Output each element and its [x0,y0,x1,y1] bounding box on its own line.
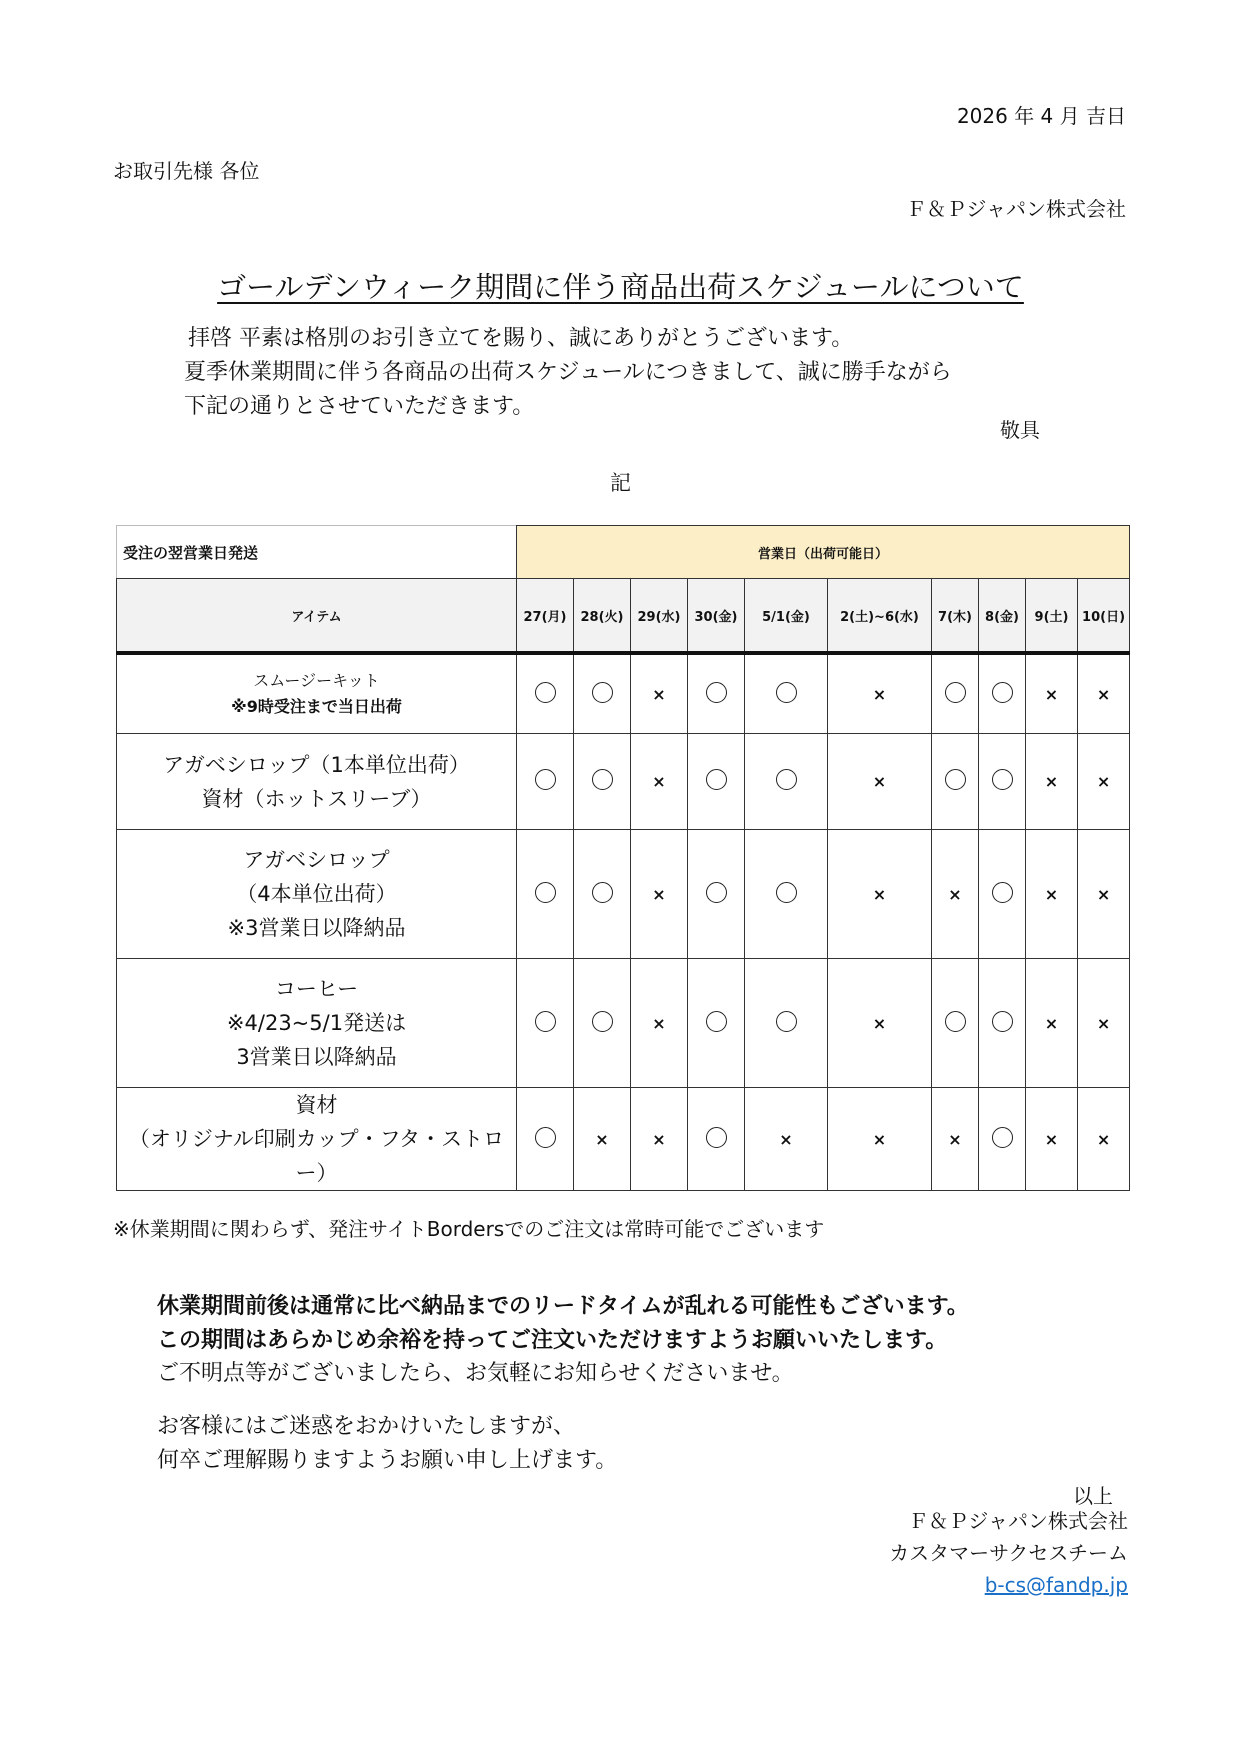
circle-mark-icon [992,769,1013,790]
greeting-line-1: 拝啓 平素は格別のお引き立てを賜り、誠にありがとうございます。 [188,326,854,351]
availability-cell [1078,830,1130,959]
availability-cell [745,830,828,959]
cross-mark-icon: × [1096,772,1111,791]
availability-cell [688,734,745,830]
item-name-cell [117,653,517,734]
availability-cell [1026,734,1078,830]
availability-cell [631,959,688,1088]
availability-cell [574,959,631,1088]
availability-cell [1026,830,1078,959]
availability-cell [631,734,688,830]
cross-mark-icon: × [595,1129,609,1149]
item-name-line: （4本単位出荷） [236,882,397,906]
availability-cell [979,830,1026,959]
business-days-header: 営業日（出荷可能日） [517,526,1130,579]
circle-mark-icon [706,682,727,703]
item-name-line: アガベシロップ [243,848,390,872]
circle-mark-icon [535,1127,556,1148]
day-header: 29(水) [631,579,688,654]
day-header: 9(土) [1026,579,1078,654]
circle-mark-icon [706,1011,727,1032]
circle-mark-icon [776,682,797,703]
availability-cell [574,830,631,959]
availability-cell [574,1088,631,1191]
availability-cell [1026,1088,1078,1191]
cross-mark-icon: × [1044,1129,1059,1149]
item-name-line: 資材（ホットスリーブ） [201,786,432,811]
cross-mark-icon: × [652,1013,666,1033]
notice-contact: ご不明点等がございましたら、お気軽にお知らせくださいませ。 [157,1361,794,1386]
cross-mark-icon: × [1044,884,1059,904]
availability-cell [517,653,574,734]
day-header: 28(火) [574,579,631,654]
recipient: お取引先様 各位 [113,159,260,183]
circle-mark-icon [945,682,966,703]
availability-cell [1026,653,1078,734]
cross-mark-icon: × [1096,884,1111,904]
availability-cell [517,734,574,830]
item-column-header: アイテム [117,579,517,654]
circle-mark-icon [706,769,727,790]
cross-mark-icon: × [1096,684,1111,704]
table-row [117,959,1130,1088]
availability-cell [574,653,631,734]
availability-cell [517,830,574,959]
circle-mark-icon [992,1011,1013,1032]
item-name-cell [117,959,517,1088]
circle-mark-icon [992,1127,1013,1148]
cross-mark-icon: × [652,772,666,791]
availability-cell [631,1088,688,1191]
sender-company: Ｆ＆Ｐジャパン株式会社 [906,197,1126,221]
cross-mark-icon: × [1044,684,1059,704]
item-bold-note: ※9時受注まで当日出荷 [231,697,402,716]
circle-mark-icon [592,769,613,790]
availability-cell [932,734,979,830]
table-row [117,1088,1130,1191]
availability-cell [745,959,828,1088]
circle-mark-icon [776,769,797,790]
closing-text [157,1410,617,1478]
day-header: 10(日) [1078,579,1130,654]
cross-mark-icon: × [872,884,887,904]
circle-mark-icon [592,882,613,903]
availability-cell [932,830,979,959]
cross-mark-icon: × [872,1129,887,1149]
cross-mark-icon: × [652,884,666,904]
availability-cell [1078,653,1130,734]
availability-cell [688,1088,745,1191]
closing-line-2: 何卒ご理解賜りますようお願い申し上げます。 [157,1448,618,1473]
table-row [117,653,1130,734]
email-link[interactable]: b-cs@fandp.jp [984,1573,1128,1597]
availability-cell [932,1088,979,1191]
availability-cell [1078,734,1130,830]
table-row [117,830,1130,959]
item-name-cell [117,830,517,959]
availability-cell [932,653,979,734]
ordering-note: ※休業期間に関わらず、発注サイトBordersでのご注文は常時可能でございます [113,1217,825,1241]
notice-bold-line-1: 休業期間前後は通常に比べ納品までのリードタイムが乱れる可能性もございます。 [157,1294,969,1319]
availability-cell [828,959,932,1088]
availability-cell [745,734,828,830]
day-header: 5/1(金) [745,579,828,654]
availability-cell [688,959,745,1088]
signature-team: カスタマーサクセスチーム [889,1541,1128,1565]
availability-cell [979,1088,1026,1191]
document-title: ゴールデンウィーク期間に伴う商品出荷スケジュールについて [217,270,1024,304]
circle-mark-icon [992,682,1013,703]
availability-cell [688,830,745,959]
circle-mark-icon [535,882,556,903]
item-name-line: 資材 [295,1093,338,1117]
cross-mark-icon: × [1096,1129,1111,1149]
signature-company: Ｆ＆Ｐジャパン株式会社 [908,1509,1128,1533]
cross-mark-icon: × [652,1129,666,1149]
item-name-line: アガベシロップ（1本単位出荷） [163,752,470,777]
notice-bold-line-2: この期間はあらかじめ余裕を持ってご注文いただけますようお願いいたします。 [157,1328,948,1353]
ijou: 以上 [1073,1484,1113,1508]
circle-mark-icon [535,682,556,703]
day-header: 7(木) [932,579,979,654]
circle-mark-icon [776,882,797,903]
availability-cell [574,734,631,830]
corner-label: 受注の翌営業日発送 [117,526,517,579]
greeting-line-3: 下記の通りとさせていただきます。 [184,394,535,419]
circle-mark-icon [945,1011,966,1032]
availability-cell [745,1088,828,1191]
greeting [184,322,952,424]
day-header: 30(金) [688,579,745,654]
cross-mark-icon: × [872,772,887,791]
item-name-line: コーヒー [274,977,359,1001]
item-name-cell [117,1088,517,1191]
availability-cell [828,653,932,734]
availability-cell [1078,1088,1130,1191]
document-date: 2026 年 4 月 吉日 [956,104,1126,128]
cross-mark-icon: × [1044,1013,1059,1033]
availability-cell [631,830,688,959]
cross-mark-icon: × [1096,1013,1111,1033]
signature [889,1505,1128,1601]
circle-mark-icon [535,769,556,790]
circle-mark-icon [706,882,727,903]
item-name-line: ※4/23~5/1発送は [226,1011,407,1035]
cross-mark-icon: × [779,1129,793,1149]
cross-mark-icon: × [1044,772,1059,791]
item-name-line: （オリジナル印刷カップ・フタ・ストロー） [128,1127,505,1185]
availability-cell [517,1088,574,1191]
circle-mark-icon [706,1127,727,1148]
cross-mark-icon: × [872,684,887,704]
cross-mark-icon: × [872,1013,887,1033]
cross-mark-icon: × [948,1129,962,1149]
keigu: 敬具 [1000,418,1040,442]
availability-cell [828,734,932,830]
availability-cell [979,653,1026,734]
circle-mark-icon [592,682,613,703]
greeting-line-2: 夏季休業期間に伴う各商品の出荷スケジュールにつきまして、誠に勝手ながら [184,360,952,385]
table-row [117,734,1130,830]
day-header: 2(土)~6(水) [828,579,932,654]
availability-cell [517,959,574,1088]
day-header: 8(金) [979,579,1026,654]
availability-cell [932,959,979,1088]
availability-cell [745,653,828,734]
item-name-line: 3営業日以降納品 [236,1045,397,1069]
closing-line-1: お客様にはご迷惑をおかけいたしますが、 [157,1414,576,1439]
availability-cell [1026,959,1078,1088]
item-name-line: ※3営業日以降納品 [227,916,406,940]
day-header: 27(月) [517,579,574,654]
circle-mark-icon [535,1011,556,1032]
circle-mark-icon [776,1011,797,1032]
cross-mark-icon: × [652,684,666,704]
availability-cell [979,959,1026,1088]
circle-mark-icon [945,769,966,790]
shipping-schedule-table [116,525,1130,1191]
circle-mark-icon [992,882,1013,903]
ki: 記 [610,471,631,495]
availability-cell [828,830,932,959]
circle-mark-icon [592,1011,613,1032]
availability-cell [1078,959,1130,1088]
availability-cell [828,1088,932,1191]
notice-bold [157,1290,969,1358]
availability-cell [631,653,688,734]
item-name-cell [117,734,517,830]
cross-mark-icon: × [948,884,962,904]
availability-cell [979,734,1026,830]
item-name-line: スムージーキット [253,671,380,690]
availability-cell [688,653,745,734]
